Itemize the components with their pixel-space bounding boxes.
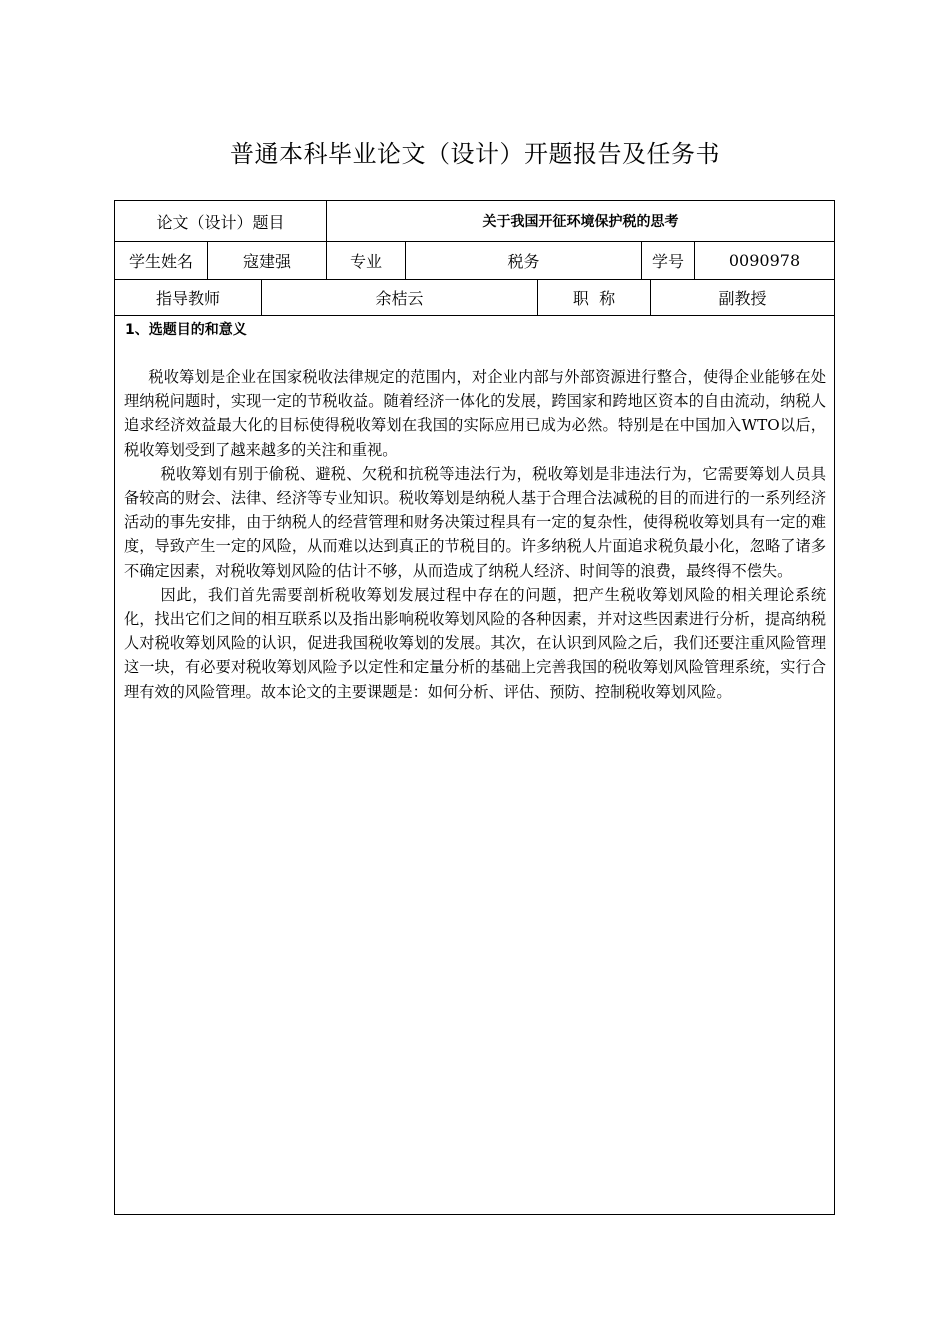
advisor-title-value: 副教授 [718,289,767,308]
section-heading: 1、选题目的和意义 [125,322,247,338]
section-body [124,365,826,704]
student-row [115,242,834,280]
student-id-label: 学号 [642,242,695,279]
topic-value: 关于我国开征环境保护税的思考 [482,214,679,230]
student-id-value: 0090978 [728,251,801,270]
advisor-title-label: 职 称 [538,280,651,315]
major-value: 税务 [406,242,642,279]
paragraph: 因此，我们首先需要剖析税收筹划发展过程中存在的问题，把产生税收筹划风险的相关理论系统化，找出它们之间的相互联系以及指出影响税收筹划风险的各种因素，并对这些因素进行分析，提高纳税人对税收筹划风险的认识，促进我国税收筹划的发展。其次，在认识到风险之后，我们还要注重风险管理这一块，有必要对税收筹划风险予以定性和定量分析的基础上完善我国的税收筹划风险管理系统，实行合理有效的风险管理。故本论文的主要课题是：如何分析、评估、预防、控制税收筹划风险。 [124,585,826,701]
paragraph: 税收筹划是企业在国家税收法律规定的范围内，对企业内部与外部资源进行整合，使得企业能够在处理纳税问题时，实现一定的节税收益。随着经济一体化的发展，跨国家和跨地区资本的自由流动，纳税人追求经济效益最大化的目标使得税收筹划在我国的实际应用已成为必然。特别是在中国加入WTO以后，税收筹划受到了越来越多的关注和重视。 [124,368,826,459]
major-label: 专业 [327,242,406,279]
page-title: 普通本科毕业论文（设计）开题报告及任务书 [230,140,720,168]
topic-row [115,201,834,242]
proposal-form [114,200,835,1215]
topic-label: 论文（设计）题目 [115,201,327,241]
student-name-label: 学生姓名 [115,242,208,279]
advisor-label: 指导教师 [115,280,262,315]
advisor-row [115,280,834,316]
student-name-value: 寇建强 [208,242,327,279]
advisor-value: 余桔云 [262,280,538,315]
paragraph: 税收筹划有别于偷税、避税、欠税和抗税等违法行为，税收筹划是非违法行为，它需要筹划人员具备较高的财会、法律、经济等专业知识。税收筹划是纳税人基于合理合法减税的目的而进行的一系列经济活动的事先安排，由于纳税人的经营管理和财务决策过程具有一定的复杂性，使得税收筹划具有一定的难度，导致产生一定的风险，从而难以达到真正的节税目的。许多纳税人片面追求税负最小化，忽略了诸多不确定因素，对税收筹划风险的估计不够，从而造成了纳税人经济、时间等的浪费，最终得不偿失。 [124,464,826,580]
